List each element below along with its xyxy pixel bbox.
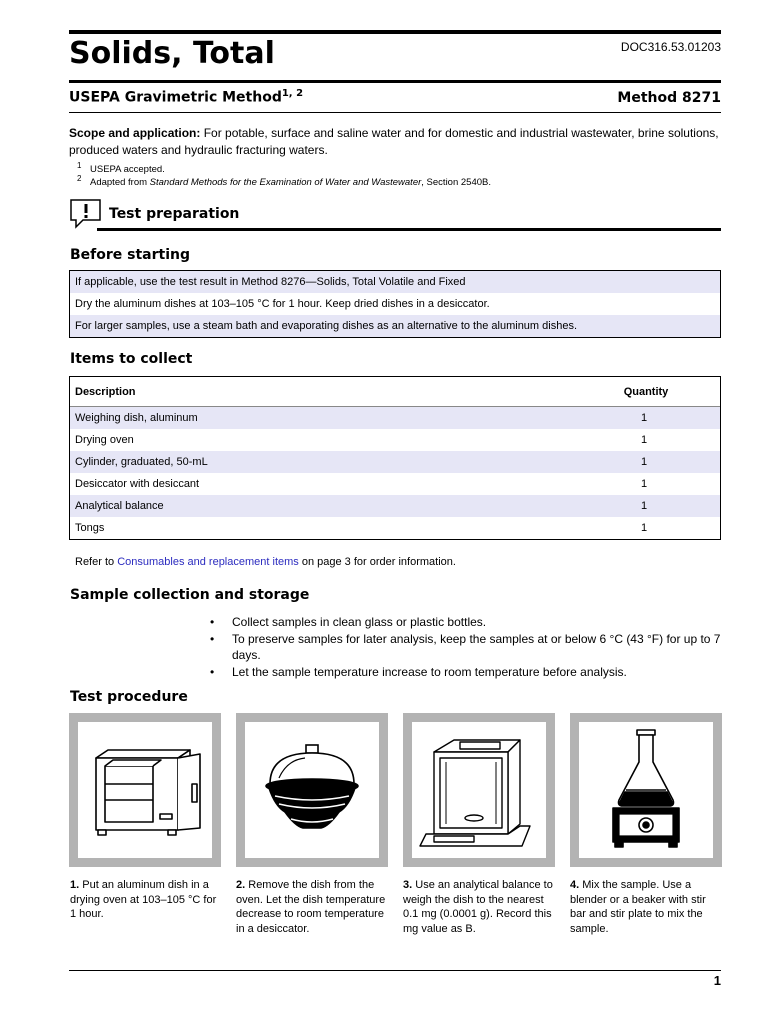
footnote-number: 1 (77, 161, 82, 170)
footnote-pre: Adapted from (90, 177, 150, 188)
test-procedure-heading: Test procedure (70, 689, 188, 705)
subtitle-rule (69, 112, 721, 113)
item-quantity: 1 (640, 522, 648, 534)
header-rule (69, 80, 721, 83)
column-header-description: Description (75, 386, 136, 398)
scope-label: Scope and application: (69, 126, 201, 140)
desiccator-icon (245, 722, 379, 858)
footnote-text (90, 177, 491, 188)
table-row (70, 407, 720, 429)
footer-rule (69, 970, 721, 971)
step-number: 2. (236, 879, 246, 891)
before-starting-row: If applicable, use the test result in Method 8276—Solids, Total Volatile and Fixed (70, 271, 720, 293)
flask-on-stir-plate-icon (579, 722, 713, 858)
table-row (70, 429, 720, 451)
test-preparation-heading: Test preparation (109, 206, 240, 222)
item-description: Analytical balance (75, 500, 164, 512)
consumables-link[interactable]: Consumables and replacement items (117, 556, 299, 568)
list-item: • To preserve samples for later analysis, keep the samples at or below 6 °C (43 °F) for up to 7 days. (208, 631, 728, 664)
footnote-source-title: Standard Methods for the Examination of Water and Wastewater (149, 177, 422, 188)
column-header-quantity: Quantity (623, 386, 669, 398)
test-preparation-rule (97, 228, 721, 231)
before-starting-table (69, 270, 721, 338)
drying-oven-icon (78, 722, 212, 858)
step-2 (236, 878, 388, 936)
item-description: Desiccator with desiccant (75, 478, 200, 490)
item-description: Tongs (75, 522, 105, 534)
step-number: 4. (570, 879, 580, 891)
scope-paragraph (69, 125, 721, 159)
step-text: Put an aluminum dish in a drying oven at 103–105 °C for 1 hour. (70, 879, 217, 920)
step-text: Use an analytical balance to weigh the dish to the nearest 0.1 mg (0.0001 g). Record this mg value as B. (403, 879, 553, 935)
scope-text: For potable, surface and saline water and for domestic and industrial wastewater, brine solutions, produced waters and hydraulic fracturing waters. (69, 126, 719, 157)
item-quantity: 1 (640, 500, 648, 512)
subtitle-text: USEPA Gravimetric Method (69, 89, 282, 106)
step-1-illustration (69, 713, 221, 867)
caution-notice-icon (69, 198, 103, 230)
step-4-illustration (570, 713, 722, 867)
items-table-header (70, 377, 720, 407)
header-top-rule (69, 30, 721, 34)
step-3-illustration (403, 713, 555, 867)
footnote-post: , Section 2540B. (421, 177, 491, 188)
page-number: 1 (713, 973, 721, 988)
before-starting-heading: Before starting (70, 247, 191, 263)
footnote-text: USEPA accepted. (90, 164, 165, 175)
document-number: DOC316.53.01203 (620, 40, 721, 54)
item-quantity: 1 (640, 412, 648, 424)
item-quantity: 1 (640, 478, 648, 490)
step-4 (570, 878, 722, 936)
step-number: 1. (70, 879, 80, 891)
table-row (70, 495, 720, 517)
sample-collection-heading: Sample collection and storage (70, 587, 310, 603)
sample-collection-list (208, 614, 728, 680)
item-description: Weighing dish, aluminum (75, 412, 198, 424)
before-starting-row: For larger samples, use a steam bath and evaporating dishes as an alternative to the aluminum dishes. (70, 315, 720, 337)
step-3 (403, 878, 555, 936)
page-title: Solids, Total (69, 36, 275, 71)
refer-pre: Refer to (75, 556, 118, 568)
refer-note (75, 556, 456, 568)
item-description: Cylinder, graduated, 50-mL (75, 456, 208, 468)
table-row (70, 517, 720, 539)
step-1 (70, 878, 222, 922)
footnote-number: 2 (77, 174, 82, 183)
step-text: Mix the sample. Use a blender or a beaker with stir bar and stir plate to mix the sample. (570, 879, 706, 935)
analytical-balance-icon (412, 722, 546, 858)
method-number: Method 8271 (617, 90, 721, 106)
item-quantity: 1 (640, 434, 648, 446)
list-item: • Collect samples in clean glass or plastic bottles. (208, 614, 728, 631)
table-row (70, 451, 720, 473)
step-number: 3. (403, 879, 413, 891)
before-starting-row: Dry the aluminum dishes at 103–105 °C for 1 hour. Keep dried dishes in a desiccator. (75, 298, 490, 310)
list-item: • Let the sample temperature increase to room temperature before analysis. (208, 664, 728, 681)
items-to-collect-heading: Items to collect (70, 351, 193, 367)
method-subtitle (69, 88, 303, 106)
subtitle-footnote-refs: 1, 2 (281, 88, 304, 99)
items-table (69, 376, 721, 540)
item-quantity: 1 (640, 456, 648, 468)
step-2-illustration (236, 713, 388, 867)
refer-post: on page 3 for order information. (298, 556, 456, 568)
step-text: Remove the dish from the oven. Let the dish temperature decrease to room temperature in a desiccator. (236, 879, 386, 935)
table-row (70, 473, 720, 495)
item-description: Drying oven (75, 434, 134, 446)
